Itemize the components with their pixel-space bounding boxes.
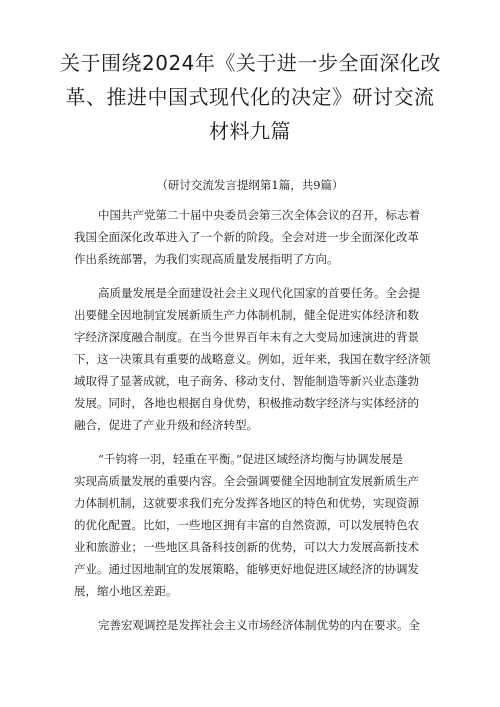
paragraph — [74, 204, 434, 270]
paragraph-line: “千钧将一羽，轻重在平衡。”促进区域经济均衡与协调发展是 — [98, 452, 404, 466]
document-subtitle: （研讨交流发言提纲第1篇，共9篇） — [156, 178, 344, 192]
paragraph-line: 字经济深度融合制度。在当今世界百年未有之大变局加速演进的背景 — [74, 330, 419, 344]
paragraph-line: 的优化配置。比如，一些地区拥有丰富的自然资源，可以发展特色农 — [74, 518, 419, 532]
paragraph-line: 融合，促进了产业升级和经济转型。 — [74, 418, 258, 432]
paragraph-line: 业和旅游业；一些地区具备科技创新的优势，可以大力发展高新技术 — [74, 540, 419, 554]
paragraph-line: 我国全面深化改革进入了一个新的阶段。全会对进一步全面深化改革 — [74, 230, 419, 244]
paragraph-line: 域取得了显著成就，电子商务、移动支付、智能制造等新兴业态蓬勃 — [74, 374, 419, 388]
paragraph-line: 完善宏观调控是发挥社会主义市场经济体制优势的内在要求。全 — [98, 618, 420, 632]
document-title — [60, 46, 440, 148]
title-line: 革、推进中国式现代化的决定》研讨交流 — [65, 85, 435, 109]
paragraph-line: 下，这一决策具有重要的战略意义。例如，近年来，我国在数字经济领 — [74, 352, 431, 366]
paragraph-line: 发展。同时，各地也根据自身优势，积极推动数字经济与实体经济的 — [74, 396, 419, 410]
paragraph-line: 高质量发展是全面建设社会主义现代化国家的首要任务。全会提 — [98, 286, 420, 300]
paragraph-line: 出要健全因地制宜发展新质生产力体制机制，健全促进实体经济和数 — [74, 308, 419, 322]
title-line: 关于围绕2024年《关于进一步全面深化改 — [60, 51, 441, 75]
document-body — [74, 204, 434, 648]
paragraph-line: 产业。通过因地制宜的发展策略，能够更好地促进区域经济的协调发 — [74, 562, 419, 576]
paragraph-line: 中国共产党第二十届中央委员会第三次全体会议的召开，标志着 — [98, 208, 420, 222]
paragraph — [74, 614, 434, 636]
paragraph-line: 展，缩小地区差距。 — [74, 584, 178, 598]
paragraph-line: 实现高质量发展的重要内容。全会强调要健全因地制宜发展新质生产 — [74, 474, 419, 488]
title-line: 材料九篇 — [209, 119, 291, 143]
paragraph-line: 力体制机制，这就要求我们充分发挥各地区的特色和优势，实现资源 — [74, 496, 419, 510]
paragraph-line: 作出系统部署，为我们实现高质量发展指明了方向。 — [74, 252, 339, 266]
paragraph — [74, 448, 434, 602]
paragraph — [74, 282, 434, 436]
